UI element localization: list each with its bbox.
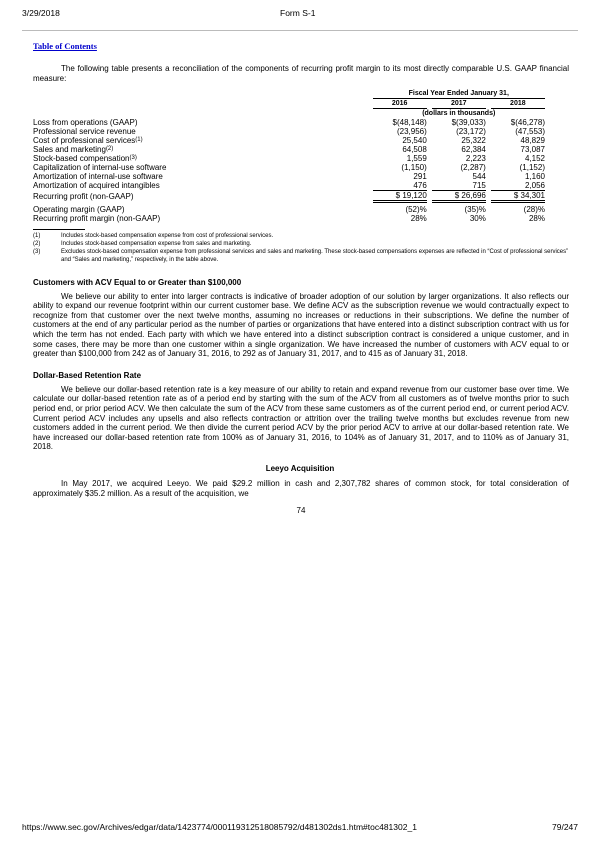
cell-value: 73,087: [520, 145, 545, 155]
row-label: Loss from operations (GAAP): [33, 118, 138, 128]
cell-value: 1,160: [524, 172, 545, 182]
section-paragraph: We believe our dollar-based retention rate is a key measure of our ability to retain and expand revenue from our customer base over time. We calculate our dollar-based retention rate as of a period end by starting with the sum of the ACV from all customers as of twelve months prior to such period end, or prior period ACV. We then calculate the sum of the ACV from these same customers as of the current period end, or current period ACV. Current period ACV includes any upsells and also reflects contraction or attrition over the trailing twelve months but excludes revenue from new customers added in the current period. We then divide the current period ACV by the prior period ACV to arrive at our dollar-based retention rate. We have increased our dollar-based retention rate from 100% as of January 31, 2016, to 104% as of January 31, 2017, and to 110% as of January 31, 2018.: [33, 384, 569, 452]
cell-value: $(46,278): [510, 118, 545, 128]
document-body: [33, 41, 569, 516]
cell-value: 544: [472, 172, 486, 182]
cell-value: 64,508: [402, 145, 427, 155]
footnote: [33, 248, 569, 264]
row-label: Operating margin (GAAP): [33, 204, 125, 214]
table-row: [33, 163, 545, 172]
cell-value: (1,152): [519, 163, 545, 173]
table-row: [33, 127, 545, 136]
cell-value: 2,223: [465, 154, 486, 164]
footer-page-count: 79/247: [552, 822, 578, 832]
cell-value: (47,553): [515, 127, 545, 137]
cell-value: 30%: [469, 213, 486, 223]
reconciliation-table: [33, 89, 545, 223]
cell-value: 2,056: [491, 181, 545, 191]
units-label: (dollars in thousands): [422, 110, 496, 118]
table-row: [33, 181, 545, 191]
cell-value: (35)%: [464, 204, 486, 214]
footnote-key: (1): [33, 232, 41, 239]
footnote-text: Includes stock-based compensation expense from sales and marketing.: [61, 240, 252, 247]
section-heading: Leeyo Acquisition: [265, 464, 335, 473]
row-label: Sales and marketing: [33, 145, 106, 155]
footnote: [33, 232, 569, 240]
table-row: [33, 191, 545, 202]
section-heading: Customers with ACV Equal to or Greater than $100,000: [33, 277, 242, 287]
footnote-ref: (1): [135, 137, 143, 144]
cell-value: 4,152: [524, 154, 545, 164]
row-label: Amortization of internal-use software: [33, 172, 163, 182]
row-label: Capitalization of internal-use software: [33, 163, 167, 173]
cell-value: 715: [432, 181, 486, 191]
cell-value: 476: [373, 181, 427, 191]
footnote-key: (2): [33, 240, 41, 247]
footnote-ref: (2): [105, 146, 114, 153]
footer-url: https://www.sec.gov/Archives/edgar/data/1423774/000119312518085792/d481302ds1.htm#toc481302_1: [22, 822, 417, 832]
table-row: [33, 154, 545, 163]
table-row: [33, 118, 545, 127]
footnote-ref: (3): [129, 155, 137, 162]
header-divider: [22, 30, 578, 31]
table-row: [33, 136, 545, 145]
footnote: [33, 240, 569, 248]
intro-paragraph: The following table presents a reconciliation of the components of recurring profit margin to its most directly comparable U.S. GAAP financial measure:: [33, 64, 569, 83]
cell-value: 291: [413, 172, 427, 182]
year-header: 2017: [432, 99, 486, 109]
cell-value: 25,540: [402, 136, 427, 146]
year-header: 2016: [373, 99, 427, 109]
print-title: Form S-1: [280, 8, 316, 18]
page-number: 74: [296, 506, 306, 516]
year-header: 2018: [491, 99, 545, 109]
footnote-key: (3): [33, 248, 41, 255]
cell-value: (23,172): [456, 127, 486, 137]
section-paragraph: In May 2017, we acquired Leeyo. We paid $29.2 million in cash and 2,307,782 shares of common stock, for total consideration of approximately $35.2 million. As a result of the acquisition, we: [33, 479, 569, 498]
section-paragraph: We believe our ability to enter into larger contracts is indicative of broader adoption of our solution by larger organizations. It also reflects our ability to expand our revenue footprint within our current customer base. We define ACV as the subscription revenue we would contractually expect to recognize from that customer over the next twelve months, assuming no increases or reductions in their subscriptions. We define the number of customers at the end of any particular period as the number of parties or organizations that have entered into a distinct subscription contract with us for which the term has not ended. Each party with which we have entered into a distinct subscription contract is considered a unique customer, and in some cases, there may be more than one customer within a single organization. We have increased the number of customers with ACV equal to or greater than $100,000 from 242 as of January 31, 2016, to 292 as of January 31, 2017, and to 415 as of January 31, 2018.: [33, 291, 569, 359]
cell-value: (23,956): [396, 127, 427, 137]
cell-value: $ 26,696: [432, 191, 486, 202]
table-row: [33, 202, 545, 214]
section-heading: Dollar-Based Retention Rate: [33, 370, 142, 380]
period-header: Fiscal Year Ended January 31,: [373, 89, 545, 99]
row-label: Professional service revenue: [33, 127, 136, 137]
cell-value: 1,559: [406, 154, 427, 164]
cell-value: 25,322: [461, 136, 486, 146]
table-row: [33, 172, 545, 181]
table-row: [33, 145, 545, 154]
cell-value: (2,287): [460, 163, 486, 173]
footnote-text: Includes stock-based compensation expense from cost of professional services.: [61, 232, 274, 239]
row-label: Cost of professional services: [33, 136, 136, 146]
row-label: Recurring profit margin (non-GAAP): [33, 213, 161, 223]
cell-value: $(48,148): [392, 118, 427, 128]
row-label: Stock-based compensation: [33, 154, 130, 164]
cell-value: (1,150): [401, 163, 427, 173]
cell-value: $ 34,301: [491, 191, 545, 202]
row-label: Recurring profit (non-GAAP): [33, 191, 134, 201]
cell-value: (28)%: [523, 204, 545, 214]
print-date: 3/29/2018: [22, 8, 60, 18]
cell-value: (52)%: [405, 204, 427, 214]
footnote-divider: [33, 229, 85, 230]
footnote-text: Excludes stock-based compensation expense from professional services and sales and marketing. These stock-based compensations expenses are reflected in “Cost of professional services” and “Sales and marketing,” respectively, in the table above.: [61, 248, 569, 263]
cell-value: 28%: [410, 213, 427, 223]
cell-value: $ 19,120: [373, 191, 427, 202]
table-of-contents-link[interactable]: Table of Contents: [33, 41, 97, 51]
cell-value: 62,384: [461, 145, 486, 155]
row-label: Amortization of acquired intangibles: [33, 181, 160, 191]
cell-value: 28%: [528, 213, 545, 223]
table-row: [33, 214, 545, 223]
cell-value: $(39,033): [451, 118, 486, 128]
cell-value: 48,829: [520, 136, 545, 146]
